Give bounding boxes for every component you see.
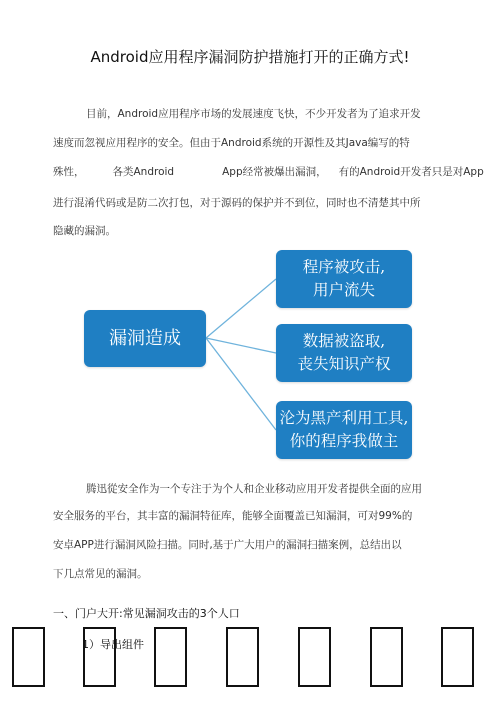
paragraph1-line5: 隐藏的漏洞。 xyxy=(53,225,116,237)
branch-3-line1: 沦为黑产利用工具, xyxy=(279,409,409,427)
paragraph2-line4: 下几点常见的漏洞。 xyxy=(53,568,148,580)
branch-1-line1: 程序被攻击, xyxy=(302,258,386,276)
connector-to-branch-1 xyxy=(206,279,276,338)
document-title: Android应用程序漏洞防护措施打开的正确方式! xyxy=(90,48,410,66)
paragraph2-line1: 腾迅從安全作为一个专注于为个人和企业移动应用开发者提供全面的应用 xyxy=(86,483,422,495)
empty-box-1 xyxy=(12,627,45,687)
empty-box-5 xyxy=(298,627,331,687)
paragraph1-line3-part-d: 有的Android开发者只是对App xyxy=(338,166,484,178)
connector-to-branch-3 xyxy=(206,338,276,430)
branch-2-line2: 丧失知识产权 xyxy=(297,355,391,373)
vulnerability-impact-diagram xyxy=(80,248,420,460)
paragraph1-line3-part-c: App经常被爆出漏洞， xyxy=(222,166,327,178)
paragraph1-line2: 速度而忽视应用程序的安全。但由于Android系统的开源性及其Java编写的特 xyxy=(53,137,410,149)
diagram-branch-box-3 xyxy=(276,401,412,459)
empty-box-7 xyxy=(441,627,474,687)
diagram-main-label: 漏洞造成 xyxy=(109,328,181,349)
branch-1-line2: 用户流失 xyxy=(312,281,375,299)
branch-3-line2: 你的程序我做主 xyxy=(289,432,399,450)
paragraph2-line2: 安全服务的平台，其丰富的漏洞特征库，能够全面覆盖已知漏洞，可对99%的 xyxy=(53,510,413,522)
diagram-branch-box-1 xyxy=(276,250,412,308)
paragraph1-line4: 进行混淆代码或是防二次打包，对于源码的保护并不到位，同时也不清楚其中所 xyxy=(53,197,421,209)
empty-box-3 xyxy=(154,627,187,687)
paragraph1-line3 xyxy=(53,165,484,179)
empty-box-6 xyxy=(370,627,403,687)
paragraph1-line3-part-a: 殊性， xyxy=(53,166,85,178)
empty-box-4 xyxy=(226,627,259,687)
diagram-main-box xyxy=(84,310,206,367)
paragraph1-line3-part-b: 各类Android xyxy=(112,166,175,178)
paragraph1-line1: 目前，Android应用程序市场的发展速度飞快，不少开发者为了追求开发 xyxy=(86,108,421,120)
subsection-heading: 1）导出组件 xyxy=(82,638,144,651)
diagram-branch-box-2 xyxy=(276,324,412,382)
branch-2-line1: 数据被盗取, xyxy=(302,332,386,350)
paragraph2-line3: 安卓APP进行漏洞风险扫描。同时,基于广大用户的漏洞扫描案例，总结出以 xyxy=(53,539,402,551)
section-heading: 一、门户大开:常见漏洞攻击的3个人口 xyxy=(53,607,240,620)
